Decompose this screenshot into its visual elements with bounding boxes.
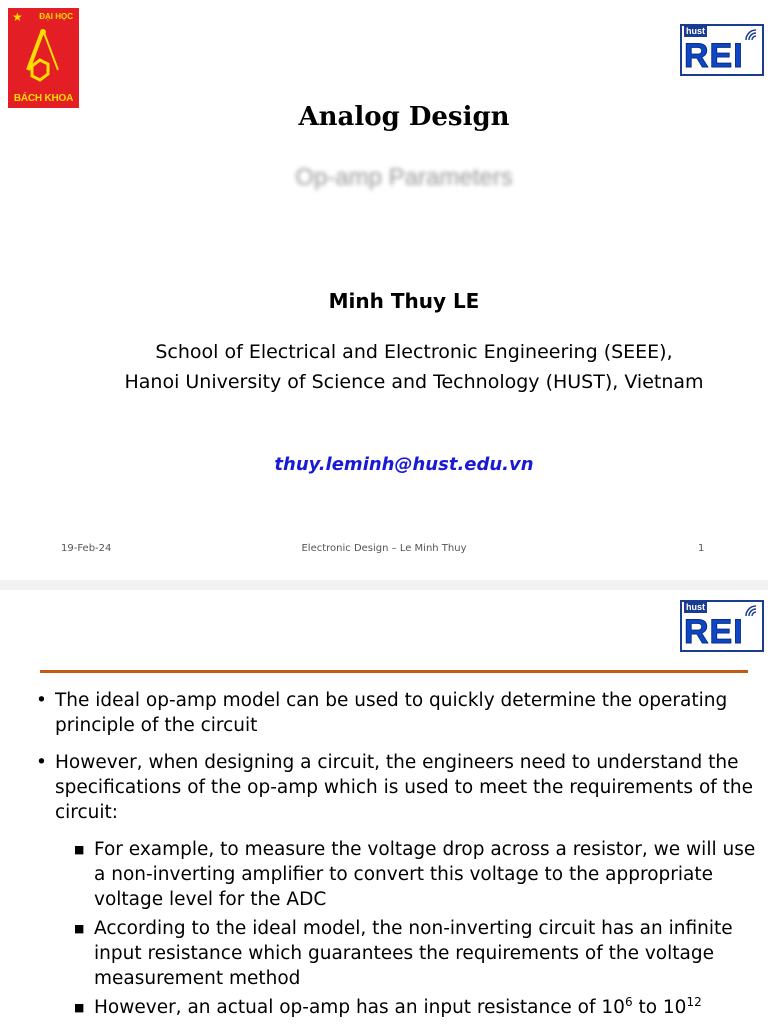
rei-label: REI	[684, 613, 744, 651]
rei-logo	[680, 600, 764, 652]
footer-date: 19-Feb-24	[61, 543, 112, 554]
hust-label: hust	[686, 602, 705, 612]
signal-waves-icon	[744, 28, 760, 42]
content-slide	[0, 590, 768, 1024]
sub-bullet-item: ■ According to the ideal model, the non-inverting circuit has an infinite input resistance which guarantees the requirements of the voltage measurement method	[36, 916, 756, 991]
hust-label: hust	[686, 26, 705, 36]
exponent-2: 12	[686, 994, 702, 1009]
affiliation-line-2: Hanoi University of Science and Technology (HUST), Vietnam	[124, 371, 704, 393]
star-icon: ★	[12, 10, 23, 24]
logo-bottom-text: BÁCH KHOA	[13, 93, 74, 104]
partial-text-mid: to 10	[632, 997, 687, 1018]
rei-logo	[680, 24, 764, 76]
slide-title: Analog Design	[298, 102, 510, 132]
exponent-1: 6	[624, 994, 633, 1009]
partial-text-before: However, an actual op-amp has an input resistance of 10	[94, 997, 625, 1018]
footer-center: Electronic Design – Le Minh Thuy	[301, 543, 467, 554]
slide-subtitle: Op-amp Parameters	[295, 164, 513, 191]
logo-top-text: ĐẠI HỌC	[39, 12, 73, 21]
sub-bullet-item: ■ For example, to measure the voltage drop across a resistor, we will use a non-inverting amplifier to convert this voltage to the appropriate voltage level for the ADC	[36, 837, 756, 912]
signal-waves-icon	[744, 604, 760, 618]
slide-separator	[0, 580, 768, 590]
sub-bullet-item-partial	[36, 995, 756, 1020]
author-name: Minh Thuy LE	[328, 289, 480, 313]
gear-compass-icon	[18, 26, 68, 86]
email-link[interactable]: thuy.leminh@hust.edu.vn	[274, 454, 534, 475]
bullet-item: • However, when designing a circuit, the engineers need to understand the specifications of the op-amp which is used to meet the requirements of the circuit:	[36, 750, 756, 825]
page-number: 1	[698, 543, 705, 554]
rei-label: REI	[684, 37, 744, 75]
bullet-list	[36, 688, 756, 1024]
affiliation-line-1: School of Electrical and Electronic Engineering (SEEE),	[155, 341, 673, 363]
bullet-item: • The ideal op-amp model can be used to quickly determine the operating principle of the circuit	[36, 688, 756, 738]
bach-khoa-logo	[8, 8, 79, 108]
header-divider	[40, 670, 748, 673]
